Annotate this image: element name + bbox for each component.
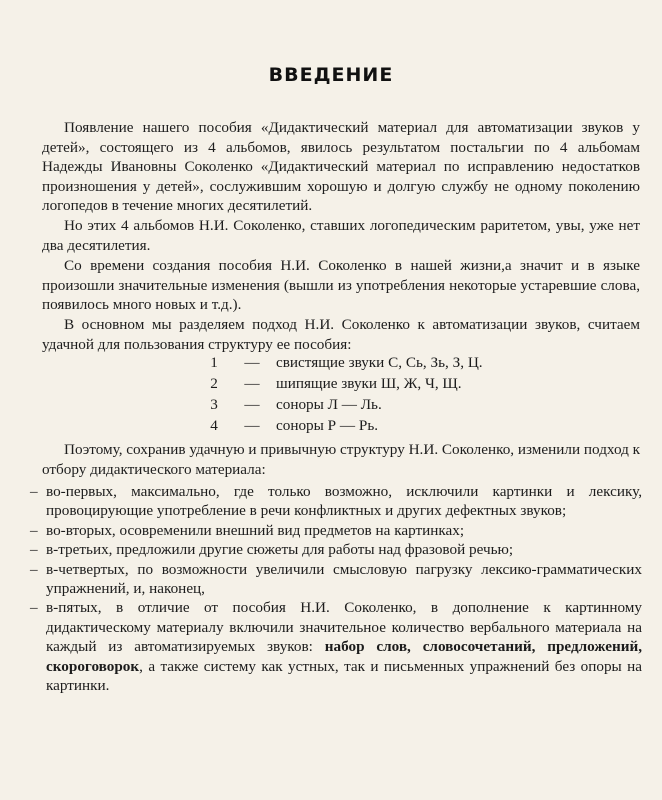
bullet-dash: – bbox=[30, 521, 38, 539]
bullet-dash: – bbox=[30, 541, 38, 559]
bullet-dash: – bbox=[30, 599, 38, 617]
list-item bbox=[30, 521, 642, 540]
bullet-dash: – bbox=[30, 560, 38, 578]
album-row bbox=[200, 373, 483, 394]
list-item-text-end: , а также систему как устных, так и письменных упражнений без опоры на картинки. bbox=[46, 657, 642, 695]
bullet-dash: – bbox=[30, 483, 38, 500]
album-row bbox=[200, 415, 483, 436]
album-number: 3 bbox=[210, 396, 218, 413]
list-item bbox=[30, 482, 642, 521]
album-number: 1 bbox=[210, 354, 218, 371]
album-row bbox=[200, 394, 483, 415]
changes-list bbox=[30, 482, 642, 695]
album-number: 4 bbox=[210, 417, 218, 434]
list-item-text: во-первых, максимально, где только возможно, исключили картинки и лексику, провоцирующие употребление в речи конфликтных и других дефектных звуков; bbox=[46, 483, 642, 520]
album-description: свистящие звуки С, Сь, Зь, З, Ц. bbox=[276, 354, 483, 371]
list-item-text: во-вторых, осовременили внешний вид предметов на картинках; bbox=[46, 521, 465, 539]
album-dash: — bbox=[244, 396, 260, 413]
album-dash: — bbox=[244, 375, 260, 392]
page-title: ВВЕДЕНИЕ bbox=[268, 64, 394, 86]
album-row bbox=[200, 352, 483, 373]
list-item bbox=[30, 540, 642, 559]
paragraph-5: Поэтому, сохранив удачную и привычную структуру Н.И. Соколенко, изменили подход к отбору дидактического материала: bbox=[42, 441, 640, 478]
paragraph-4: В основном мы разделяем подход Н.И. Соколенко к автоматизации звуков, считаем удачной для пользования структуру ее пособия: bbox=[42, 316, 640, 353]
album-dash: — bbox=[244, 354, 260, 371]
albums-list bbox=[200, 352, 483, 436]
album-number: 2 bbox=[210, 375, 218, 392]
list-item bbox=[30, 598, 642, 695]
album-description: соноры Л — Ль. bbox=[276, 396, 382, 413]
album-description: шипящие звуки Ш, Ж, Ч, Щ. bbox=[276, 375, 462, 392]
paragraph-3: Со времени создания пособия Н.И. Соколенко в нашей жизни,а значит и в языке произошли значительные изменения (вышли из употребления некоторые устаревшие слова, появилось много новых и т.д.). bbox=[42, 257, 640, 313]
list-item-text-start: в-пятых, в отличие от пособия Н.И. Соколенко, в дополнение к картинному дидактическому материалу включили значительное количество вербального материала на каждый из автоматизируемых звуков: bbox=[46, 599, 642, 656]
paragraph-1: Появление нашего пособия «Дидактический материал для автоматизации звуков у детей», состоящего из 4 альбомов, явилось результатом постальгии по 4 альбомам Надежды Ивановны Соколенко «Дидактический материал по исправлению недостатков произношения у детей», сослужившим хорошую и долгую службу не одному поколению логопедов в течение многих десятилетий. bbox=[42, 119, 640, 214]
album-dash: — bbox=[244, 417, 260, 434]
list-item-text bbox=[46, 598, 642, 695]
list-item-bold-text: набор слов, словосочетаний, предложений, скороговорок bbox=[46, 638, 642, 675]
album-description: соноры Р — Рь. bbox=[276, 417, 379, 434]
list-item-text: в-третьих, предложили другие сюжеты для работы над фразовой речью; bbox=[46, 541, 514, 559]
list-item bbox=[30, 560, 642, 599]
paragraph-2: Но этих 4 альбомов Н.И. Соколенко, ставших логопедическим раритетом, увы, уже нет два десятилетия. bbox=[42, 217, 640, 254]
list-item-text: в-четвертых, по возможности увеличили смысловую пагрузку лексико-грамматических упражнений, и, наконец, bbox=[46, 560, 642, 598]
